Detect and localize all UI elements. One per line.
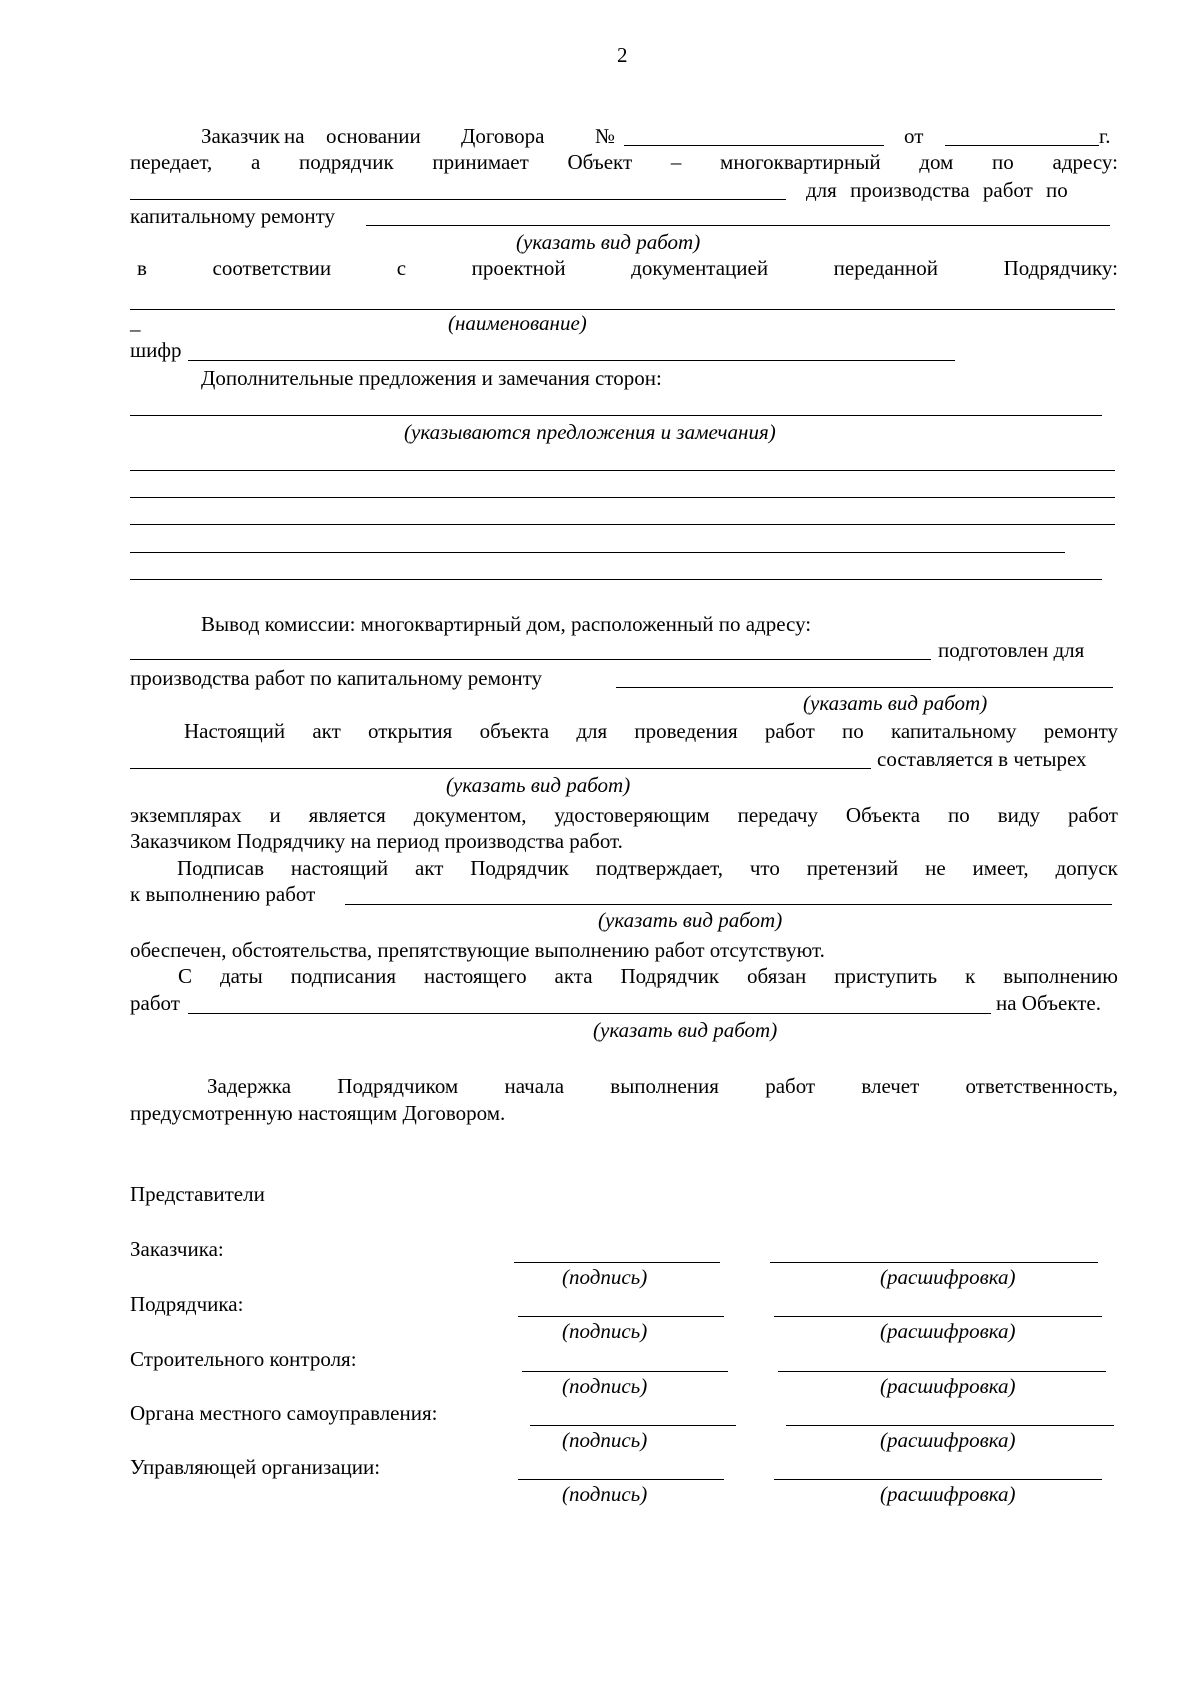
intro-line-5: в соответствии с проектной документацией переданной Подрядчику:	[137, 256, 1118, 280]
signer-role: Строительного контроля:	[130, 1347, 357, 1371]
signature-hint: (подпись)	[562, 1265, 648, 1289]
act-line-4: Заказчиком Подрядчику на период производства работ.	[130, 829, 623, 853]
intro-word: основании	[326, 124, 421, 148]
start-line-1: С даты подписания настоящего акта Подрядчик обязан приступить к выполнению	[178, 964, 1118, 988]
act-hint: (указать вид работ)	[446, 773, 631, 797]
contract-number-field[interactable]	[624, 145, 884, 146]
signing-line-3: обеспечен, обстоятельства, препятствующие выполнению работ отсутствуют.	[130, 938, 825, 962]
cipher-label: шифр	[130, 338, 182, 362]
documentation-field[interactable]	[130, 309, 1115, 310]
decoding-hint: (расшифровка)	[880, 1265, 1016, 1289]
contract-date-field[interactable]	[945, 145, 1099, 146]
signature-field[interactable]	[522, 1371, 728, 1372]
intro-word: №	[595, 124, 616, 148]
cipher-field[interactable]	[188, 360, 955, 361]
signing-work-type-field[interactable]	[345, 904, 1112, 905]
signature-field[interactable]	[518, 1479, 724, 1480]
intro-word: г.	[1099, 124, 1111, 148]
start-hint: (указать вид работ)	[593, 1018, 778, 1042]
decoding-field[interactable]	[774, 1316, 1102, 1317]
decoding-field[interactable]	[770, 1262, 1098, 1263]
representatives-heading: Представители	[130, 1182, 265, 1206]
signing-line-1: Подписав настоящий акт Подрядчик подтверждает, что претензий не имеет, допуск	[177, 856, 1118, 880]
act-line-3: экземплярах и является документом, удостоверяющим передачу Объекта по виду работ	[130, 803, 1118, 827]
remarks-line[interactable]	[130, 524, 1115, 525]
delay-line-1: Задержка Подрядчиком начала выполнения работ влечет ответственность,	[207, 1074, 1118, 1098]
signature-field[interactable]	[518, 1316, 724, 1317]
act-line-2-tail: составляется в четырех	[877, 747, 1087, 771]
work-type-hint: (указать вид работ)	[516, 230, 701, 254]
decoding-hint: (расшифровка)	[880, 1482, 1016, 1506]
conclusion-work-type-field[interactable]	[616, 687, 1113, 688]
intro-word: от	[904, 124, 924, 148]
intro-word: Договора	[461, 124, 545, 148]
act-work-type-field[interactable]	[130, 768, 871, 769]
signing-line-2: к выполнению работ	[130, 882, 316, 906]
start-line-2-tail: на Объекте.	[996, 991, 1101, 1015]
decoding-field[interactable]	[774, 1479, 1102, 1480]
conclusion-address-field[interactable]	[130, 659, 931, 660]
remarks-field[interactable]	[130, 415, 1102, 416]
conclusion-line-1: Вывод комиссии: многоквартирный дом, расположенный по адресу:	[201, 612, 812, 636]
delay-line-2: предусмотренную настоящим Договором.	[130, 1101, 506, 1125]
intro-line-3-tail: для производства работ по	[806, 178, 1068, 202]
decoding-field[interactable]	[778, 1371, 1106, 1372]
signer-role: Управляющей организации:	[130, 1455, 381, 1479]
remarks-hint: (указываются предложения и замечания)	[404, 420, 776, 444]
conclusion-line-2-tail: подготовлен для	[938, 638, 1085, 662]
intro-line-2: передает, а подрядчик принимает Объект – многоквартирный дом по адресу:	[130, 150, 1118, 174]
signature-hint: (подпись)	[562, 1374, 648, 1398]
decoding-hint: (расшифровка)	[880, 1374, 1016, 1398]
dash-mark: _	[130, 310, 141, 334]
conclusion-line-3: производства работ по капитальному ремонту	[130, 666, 543, 690]
work-type-field[interactable]	[366, 225, 1110, 226]
signature-hint: (подпись)	[562, 1319, 648, 1343]
intro-word: на	[284, 124, 305, 148]
remarks-line[interactable]	[130, 470, 1115, 471]
start-line-2-head: работ	[130, 991, 180, 1015]
decoding-field[interactable]	[786, 1425, 1114, 1426]
act-line-1: Настоящий акт открытия объекта для проведения работ по капитальному ремонту	[184, 719, 1118, 743]
decoding-hint: (расшифровка)	[880, 1319, 1016, 1343]
intro-word: Заказчик	[201, 124, 280, 148]
name-hint: (наименование)	[448, 311, 587, 335]
remarks-line[interactable]	[130, 552, 1065, 553]
remarks-line[interactable]	[130, 579, 1102, 580]
signature-field[interactable]	[514, 1262, 720, 1263]
signature-field[interactable]	[530, 1425, 736, 1426]
remarks-line[interactable]	[130, 497, 1115, 498]
page-number: 2	[617, 43, 628, 67]
remarks-heading: Дополнительные предложения и замечания сторон:	[201, 366, 662, 390]
signature-hint: (подпись)	[562, 1482, 648, 1506]
start-work-type-field[interactable]	[188, 1013, 991, 1014]
decoding-hint: (расшифровка)	[880, 1428, 1016, 1452]
signer-role: Органа местного самоуправления:	[130, 1401, 438, 1425]
address-field[interactable]	[130, 199, 786, 200]
signing-hint: (указать вид работ)	[598, 908, 783, 932]
signature-hint: (подпись)	[562, 1428, 648, 1452]
conclusion-hint: (указать вид работ)	[803, 691, 988, 715]
signer-role: Подрядчика:	[130, 1292, 244, 1316]
intro-line-4: капитальному ремонту	[130, 204, 336, 228]
signer-role: Заказчика:	[130, 1237, 224, 1261]
